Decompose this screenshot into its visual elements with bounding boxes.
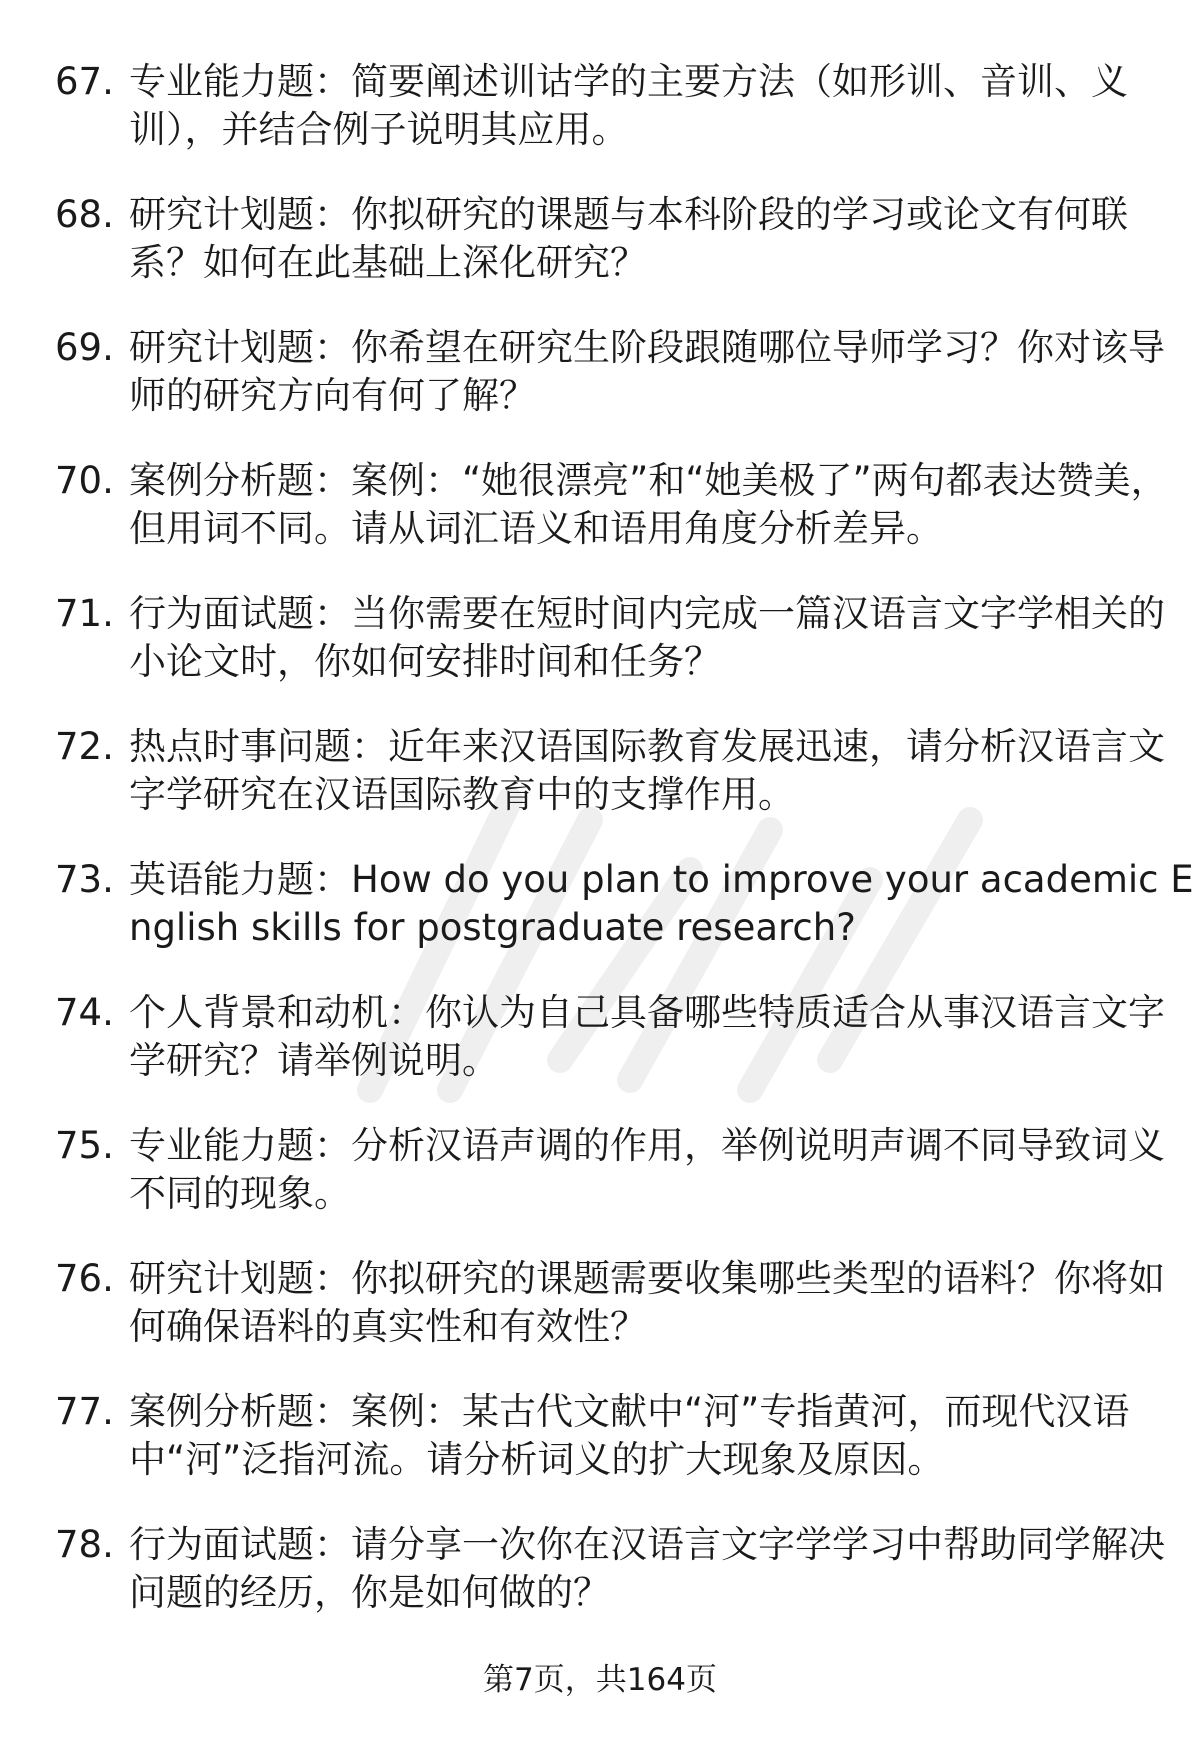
question-number: 71.	[55, 592, 114, 635]
question-number: 76.	[55, 1257, 114, 1300]
question-number: 72.	[55, 725, 114, 768]
question-text: 个人背景和动机：你认为自己具备哪些特质适合从事汉语言文字学研究？请举例说明。	[129, 991, 1165, 1082]
question-item	[55, 856, 1194, 989]
question-text: 案例分析题：案例：某古代文献中“河”专指黄河，而现代汉语中“河”泛指河流。请分析词义的扩大现象及原因。	[129, 1390, 1130, 1481]
question-number: 74.	[55, 991, 114, 1034]
question-number: 69.	[55, 326, 114, 369]
question-list	[0, 58, 1200, 1654]
question-number: 78.	[55, 1523, 114, 1566]
question-item	[55, 1122, 1165, 1255]
question-item	[55, 989, 1165, 1122]
question-number: 68.	[55, 193, 114, 236]
question-item	[55, 1255, 1165, 1388]
question-number: 73.	[55, 858, 114, 901]
question-number: 75.	[55, 1124, 114, 1167]
question-item	[55, 590, 1165, 723]
question-number: 70.	[55, 459, 114, 502]
question-item	[55, 1521, 1165, 1654]
question-text: 热点时事问题：近年来汉语国际教育发展迅速，请分析汉语言文字学研究在汉语国际教育中的支撑作用。	[129, 725, 1165, 816]
question-item	[55, 1388, 1147, 1521]
question-text: 研究计划题：你希望在研究生阶段跟随哪位导师学习？你对该导师的研究方向有何了解？	[129, 326, 1165, 417]
question-text: 英语能力题：How do you plan to improve your academic English skills for postgraduate research?	[129, 858, 1194, 949]
question-item	[55, 457, 1168, 590]
question-text: 研究计划题：你拟研究的课题需要收集哪些类型的语料？你将如何确保语料的真实性和有效性？	[129, 1257, 1165, 1348]
question-text: 专业能力题：分析汉语声调的作用，举例说明声调不同导致词义不同的现象。	[129, 1124, 1165, 1215]
question-number: 77.	[55, 1390, 114, 1433]
question-text: 行为面试题：当你需要在短时间内完成一篇汉语言文字学相关的小论文时，你如何安排时间和任务？	[129, 592, 1165, 683]
question-item	[55, 191, 1147, 324]
page-footer: 第7页，共164页	[483, 1662, 717, 1698]
question-text: 行为面试题：请分享一次你在汉语言文字学学习中帮助同学解决问题的经历，你是如何做的？	[129, 1523, 1165, 1614]
question-item	[55, 324, 1165, 457]
question-text: 研究计划题：你拟研究的课题与本科阶段的学习或论文有何联系？如何在此基础上深化研究？	[129, 193, 1128, 284]
question-number: 67.	[55, 60, 114, 103]
question-item	[55, 723, 1165, 856]
question-item	[55, 58, 1147, 191]
question-text: 案例分析题：案例：“她很漂亮”和“她美极了”两句都表达赞美，但用词不同。请从词汇语义和语用角度分析差异。	[129, 459, 1168, 550]
question-text: 专业能力题：简要阐述训诂学的主要方法（如形训、音训、义训），并结合例子说明其应用。	[129, 60, 1128, 151]
